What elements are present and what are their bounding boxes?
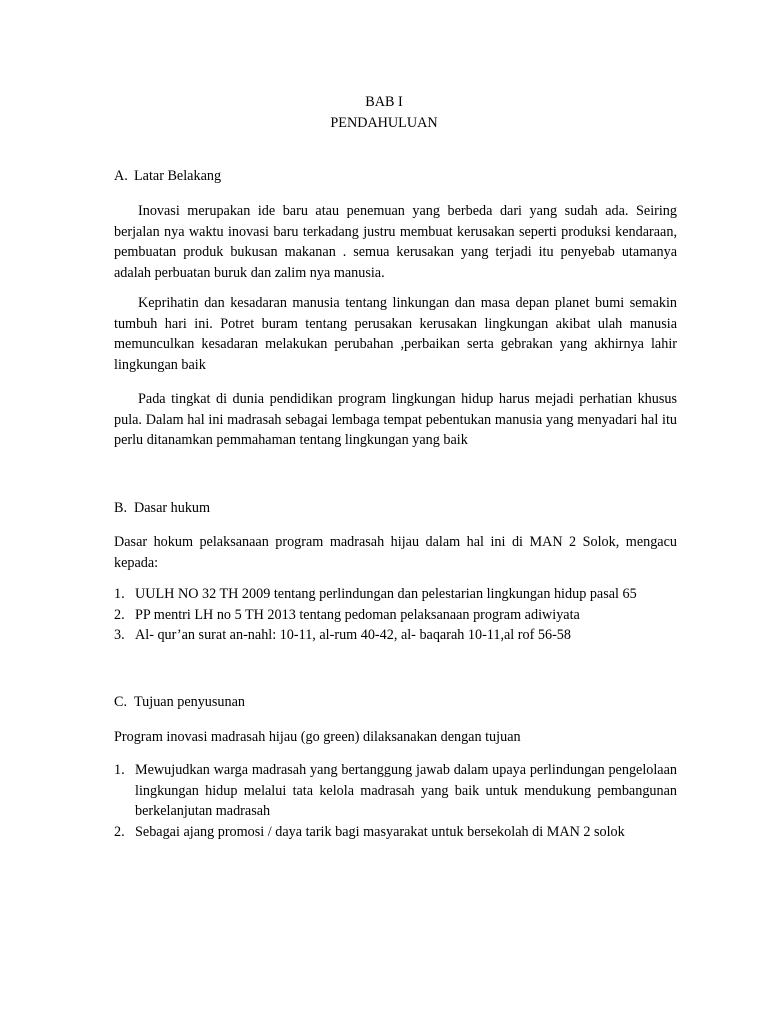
section-a-heading: [114, 166, 221, 186]
list-item: [114, 760, 677, 822]
list-item-text: Sebagai ajang promosi / daya tarik bagi masyarakat untuk bersekolah di MAN 2 solok: [135, 823, 625, 840]
section-c-list: [114, 760, 677, 842]
list-item-text: UULH NO 32 TH 2009 tentang perlindungan dan pelestarian lingkungan hidup pasal 65: [135, 586, 637, 602]
list-item-number: 2.: [114, 606, 125, 623]
list-item: [114, 584, 677, 605]
section-c-letter: C.: [114, 694, 128, 710]
list-item-text: Mewujudkan warga madrasah yang bertanggung jawab dalam upaya perlindungan pengelolaan lingkungan hidup melalui tata kelola madrasah yang baik untuk mendukung pembangunan berkelanjutan madrasah: [135, 762, 677, 819]
section-b-intro: Dasar hokum pelaksanaan program madrasah hijau dalam hal ini di MAN 2 Solok, mengacu kepada:: [114, 534, 677, 571]
list-item-number: 2.: [114, 823, 125, 840]
section-b-heading: [114, 498, 210, 518]
list-item-number: 1.: [114, 762, 125, 778]
chapter-number: BAB I: [365, 94, 403, 110]
list-item: [114, 822, 677, 843]
section-a-letter: A.: [114, 168, 128, 184]
section-c-intro: Program inovasi madrasah hijau (go green) dilaksanakan dengan tujuan: [114, 729, 521, 745]
section-a-paragraph-2: Keprihatin dan kesadaran manusia tentang linkungan dan masa depan planet bumi semakin tumbuh hari ini. Potret buram tentang perusakan kerusakan lingkungan akibat ulah manusia memunculkan kesadaran melakukan perubahan ,perbaikan serta gebrakan yang akhirnya lahir lingkungan baik: [114, 295, 677, 373]
list-item-text: PP mentri LH no 5 TH 2013 tentang pedoman pelaksanaan program adiwiyata: [135, 606, 580, 623]
list-item: [114, 625, 677, 646]
section-a-title: Latar Belakang: [134, 168, 222, 184]
list-item-number: 1.: [114, 586, 125, 602]
section-a-paragraph-1: Inovasi merupakan ide baru atau penemuan yang berbeda dari yang sudah ada. Seiring berjalan nya waktu inovasi baru terkadang justru membuat kerusakan seperti produksi kendaraan, pembuatan produk bukusan makanan . semua kerusakan yang terjadi itu penyebab utamanya adalah perbuatan buruk dan zalim nya manusia.: [114, 203, 677, 281]
section-b-letter: B.: [114, 500, 128, 516]
list-item: [114, 605, 677, 626]
list-item-text: Al- qur’an surat an-nahl: 10-11, al-rum 40-42, al- baqarah 10-11,al rof 56-58: [135, 627, 571, 643]
section-c-title: Tujuan penyusunan: [134, 694, 246, 710]
section-a-paragraph-3: Pada tingkat di dunia pendidikan program lingkungan hidup harus mejadi perhatian khusus pula. Dalam hal ini madrasah sebagai lembaga tempat pebentukan manusia yang menyadari hal itu perlu ditanamkan pemmahaman tentang lingkungan yang baik: [114, 391, 677, 448]
chapter-title: PENDAHULUAN: [330, 115, 438, 131]
section-b-title: Dasar hukum: [134, 500, 211, 516]
list-item-number: 3.: [114, 627, 125, 643]
section-c-heading: [114, 692, 245, 712]
section-b-list: [114, 584, 677, 646]
